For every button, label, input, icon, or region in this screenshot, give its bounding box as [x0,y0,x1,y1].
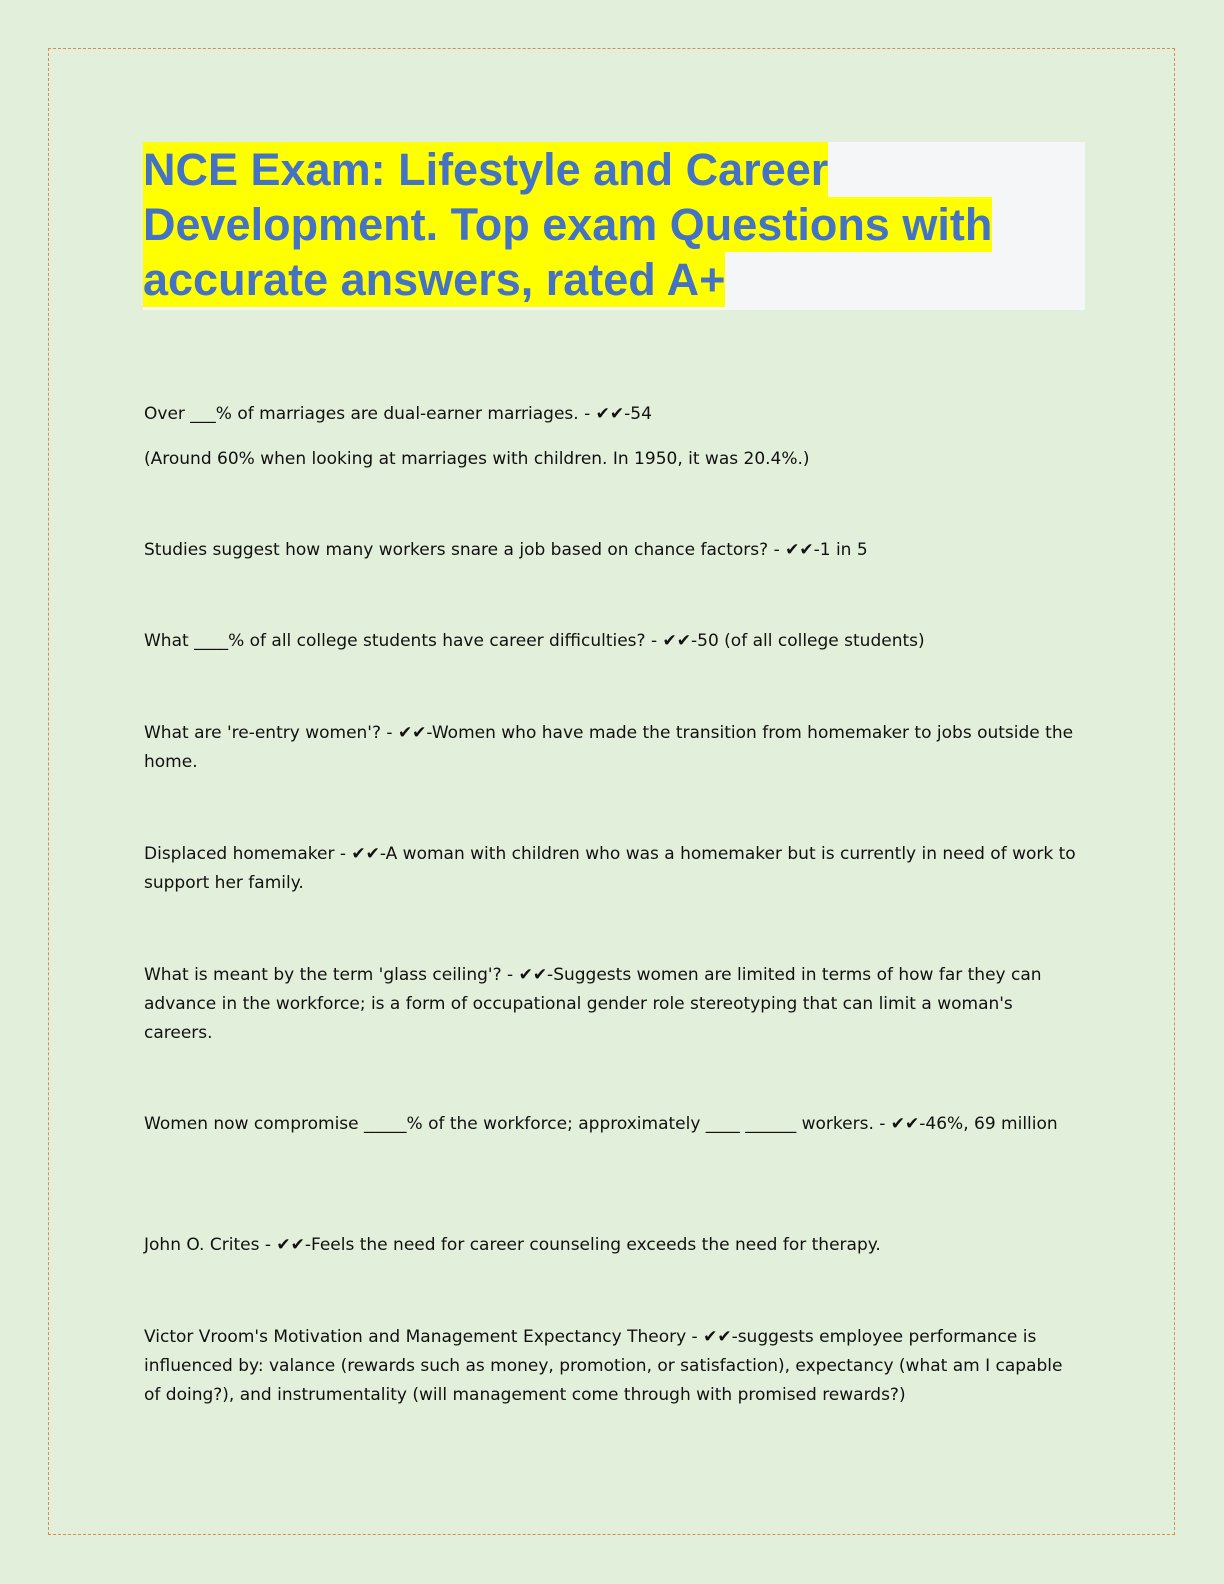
qa-item-reentry-women [144,719,1084,777]
qa-item-workforce [144,1110,1084,1139]
qa-text: What are 're-entry women'? - ✔✔-Women who have made the transition from homemaker to jobs outside the home. [144,723,1074,772]
qa-text: Over ___% of marriages are dual-earner marriages. - ✔✔-54 [144,404,652,424]
qa-item-college-students [144,627,1084,656]
qa-item-dual-earner [144,400,1084,474]
qa-item-vroom [144,1323,1084,1410]
document-title [143,142,1085,307]
title-line-1: NCE Exam: Lifestyle and Career [143,144,829,195]
qa-text: Studies suggest how many workers snare a job based on chance factors? - ✔✔-1 in 5 [144,540,868,560]
qa-text: Victor Vroom's Motivation and Management Expectancy Theory - ✔✔-suggests employee performance is influenced by: valance (rewards such as money, promotion, or satisfaction), expectancy (what am I capable of doing?), and instrumentality (will management come through with promised rewards?) [144,1327,1063,1405]
qa-item-chance-factors [144,536,1084,565]
qa-text: Displaced homemaker - ✔✔-A woman with children who was a homemaker but is currently in need of work to support her family. [144,844,1076,893]
qa-text: John O. Crites - ✔✔-Feels the need for career counseling exceeds the need for therapy. [144,1235,881,1255]
qa-text: Women now compromise _____% of the workforce; approximately ____ ______ workers. - ✔✔-46%, 69 million [144,1114,1058,1134]
qa-item-crites [144,1231,1084,1260]
title-line-3: accurate answers, rated A+ [143,254,726,305]
qa-item-glass-ceiling [144,961,1084,1048]
title-line-2: Development. Top exam Questions with [143,199,993,250]
qa-note: (Around 60% when looking at marriages with children. In 1950, it was 20.4%.) [144,449,810,469]
qa-text: What is meant by the term 'glass ceiling'? - ✔✔-Suggests women are limited in terms of how far they can advance in the workforce; is a form of occupational gender role stereotyping that can limit a woman's careers. [144,965,1042,1043]
qa-item-displaced-homemaker [144,840,1084,898]
title-block [143,142,1085,310]
qa-text: What ____% of all college students have career difficulties? - ✔✔-50 (of all college students) [144,631,925,651]
